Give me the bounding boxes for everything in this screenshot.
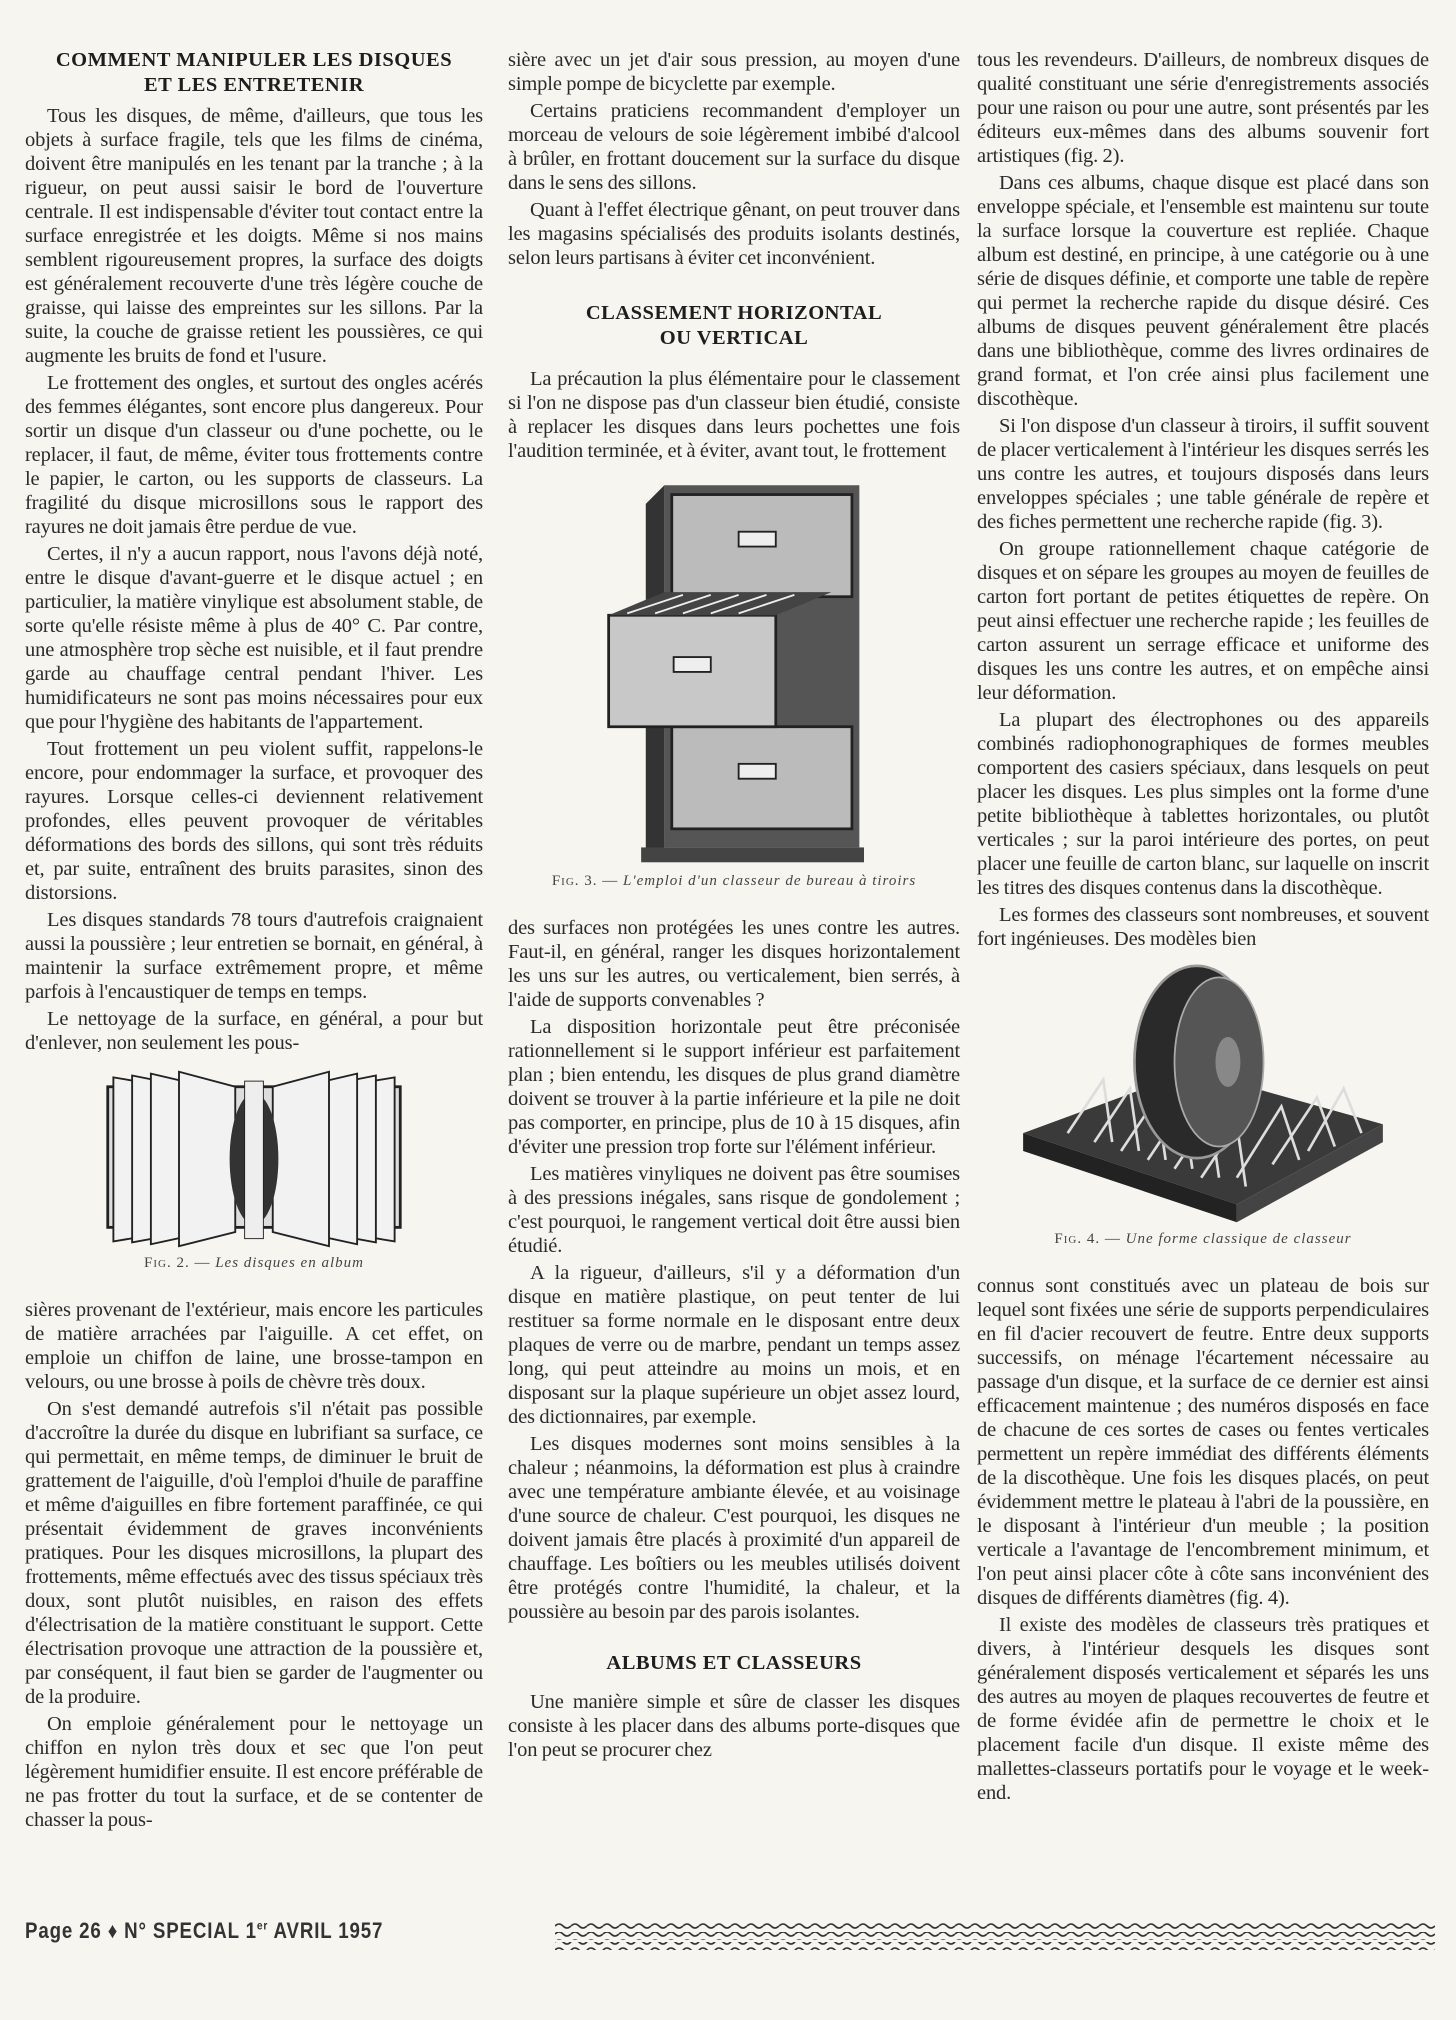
figure-4-record-rack-illustration: [1003, 964, 1403, 1224]
page-footer: Page 26 ♦ N° SPECIAL 1er AVRIL 1957: [25, 1918, 384, 1943]
paragraph: sières provenant de l'extérieur, mais encore les particules de matière arrachées par l'aiguille. A cet effet, on emploie un chiffon de laine, une brosse-tampon en velours, ou une brosse à poils de chèvre très doux.: [25, 1299, 483, 1393]
paragraph: Les matières vinyliques ne doivent pas être soumises à des pressions inégales, sans risque de gondolement ; c'est pourquoi, le rangement vertical doit être aussi bien étudié.: [508, 1163, 960, 1257]
issue-date: AVRIL 1957: [273, 1918, 384, 1943]
paragraph: Les formes des classeurs sont nombreuses, et souvent fort ingénieuses. Des modèles bien: [977, 904, 1429, 950]
paragraph: Le nettoyage de la surface, en général, a pour but d'enlever, non seulement les pous-: [25, 1008, 483, 1054]
paragraph: Une manière simple et sûre de classer les disques consiste à les placer dans des albums porte-disques que l'on peut se procurer chez: [508, 1691, 960, 1761]
paragraph: Certains praticiens recommandent d'employer un morceau de velours de soie légèrement imbibé d'alcool à brûler, en frottant doucement sur la surface du disque dans le sens des sillons.: [508, 100, 960, 194]
paragraph: La disposition horizontale peut être préconisée rationnellement si le support inférieur est parfaitement plan ; bien entendu, les disques de plus grand diamètre doivent se trouver à la partie inférieure et la pile ne doit pas comporter, en principe, plus de 10 à 15 disques, afin d'éviter une pression trop forte sur l'élément inférieur.: [508, 1016, 960, 1158]
paragraph: On groupe rationnellement chaque catégorie de disques et on sépare les groupes au moyen de feuilles de carton fort portant de petites étiquettes de repère. On peut ainsi effectuer une recherche rapide ; les feuilles de carton assurent un serrage efficace et uniforme des disques les uns contre les autres, et on empêche ainsi leur déformation.: [977, 538, 1429, 704]
diamond-icon: ♦: [107, 1918, 119, 1943]
column-3: [977, 48, 1429, 1808]
paragraph: Certes, il n'y a aucun rapport, nous l'avons déjà noté, entre le disque d'avant-guerre et le disque actuel ; en particulier, la matière vinylique est absolument stable, de sorte qu'elle résiste même à plus de 40° C. Par contre, une atmosphère trop sèche est nuisible, et il faut prendre garde au chauffage central pendant l'hiver. Les humidificateurs ne sont pas moins nécessaires pour eux que pour l'hygiène des habitants de l'appartement.: [25, 543, 483, 733]
issue-label: N° SPECIAL: [124, 1918, 240, 1943]
article-heading: COMMENT MANIPULER LES DISQUES ET LES ENTRETENIR: [55, 49, 453, 96]
paragraph: La précaution la plus élémentaire pour le classement si l'on ne dispose pas d'un classeur bien étudié, consiste à replacer les disques dans leurs pochettes une fois l'audition terminée, et à éviter, avant tout, le frottement: [508, 368, 960, 462]
section-heading-classement: CLASSEMENT HORIZONTAL OU VERTICAL: [585, 302, 883, 349]
paragraph: sière avec un jet d'air sous pression, au moyen d'une simple pompe de bicyclette par exemple.: [508, 49, 960, 95]
column-2: [508, 48, 960, 1765]
paragraph: Dans ces albums, chaque disque est placé dans son enveloppe spéciale, et l'ensemble est maintenu sur toute la surface lorsque la couverture est repliée. Chaque album est destiné, en principe, à une catégorie ou à une série de disques définie, et comporte une table de repère qui permet la recherche rapide du disque désiré. Ces albums de disques peuvent généralement être placés dans une bibliothèque, comme des livres ordinaires de grand format, et l'on crée ainsi plus facilement une discothèque.: [977, 172, 1429, 410]
paragraph: connus sont constitués avec un plateau de bois sur lequel sont fixées une série de supports perpendiculaires en fil d'acier recouvert de feutre. Entre deux supports successifs, on ménage l'écartement nécessaire au passage d'un disque, et la surface de ce dernier est ainsi efficacement maintenue ; des numéros disposés en face de chacune de ces sortes de cases ou fentes verticales permettent un repère immédiat des différents éléments de la discothèque. Une fois les disques placés, on peut évidemment mettre le plateau à l'abri de la poussière, en le disposant à l'intérieur d'un meuble ; la position verticale a l'avantage de l'encombrement minimum, et l'on peut ainsi placer côte à côte sans inconvénient des disques de différents diamètres (fig. 4).: [977, 1275, 1429, 1609]
paragraph: Si l'on dispose d'un classeur à tiroirs, il suffit souvent de placer verticalement à l'intérieur les disques serrés les uns contre les autres, et toujours disposés dans leurs enveloppes spéciales ; une table générale de repère et des fiches permettent une recherche rapide (fig. 3).: [977, 415, 1429, 533]
paragraph: tous les revendeurs. D'ailleurs, de nombreux disques de qualité constituant une série d'enregistrements associés pour une raison ou pour une autre, sont présentés par les éditeurs eux-mêmes dans des albums souvenir fort artistiques (fig. 2).: [977, 49, 1429, 167]
wavy-rule-decoration: [555, 1922, 1435, 1952]
issue-day: 1: [245, 1918, 257, 1943]
figure-2-album-illustration: [104, 1068, 404, 1248]
paragraph: Tout frottement un peu violent suffit, rappelons-le encore, pour endommager la surface, et provoquer des rayures. Lorsque celles-ci deviennent relativement profondes, elles peuvent provoquer de véritables déformations des bords des sillons, qui sont très réduits et, par suite, entraînent des bruits parasites, sinon des distorsions.: [25, 738, 483, 904]
paragraph: A la rigueur, d'ailleurs, s'il y a déformation d'un disque en matière plastique, on peut tenter de lui restituer sa forme normale en le disposant entre deux plaques de verre ou de marbre, pendant un temps assez long, qui peut atteindre au moins un mois, et en disposant sur la plaque supérieure un objet assez lourd, des dictionnaires, par exemple.: [508, 1262, 960, 1428]
paragraph: Le frottement des ongles, et surtout des ongles acérés des femmes élégantes, sont encore plus dangereux. Pour sortir un disque d'un classeur ou d'une pochette, ou le replacer, il faut, de même, éviter tous frottements contre le papier, le carton, ou les supports de classeurs. La fragilité du disque microsillons sous le rapport des rayures ne doit jamais être perdue de vue.: [25, 372, 483, 538]
figure-3-filing-cabinet-illustration: [589, 476, 879, 866]
column-1: [25, 48, 483, 1835]
paragraph: La plupart des électrophones ou des appareils combinés radiophonographiques de formes meubles comportent des casiers spéciaux, dans lesquels on peut placer les disques. Les plus simples ont la forme d'une petite bibliothèque à tablettes horizontales, ou plutôt verticales ; sur la paroi intérieure des portes, on peut placer une feuille de carton blanc, sur laquelle on inscrit les titres des disques contenus dans la discothèque.: [977, 709, 1429, 899]
figure-4-caption: Fig. 4. — Une forme classique de classeur: [1054, 1231, 1352, 1247]
paragraph: Il existe des modèles de classeurs très pratiques et divers, à l'intérieur desquels les disques sont généralement disposés verticalement et séparés les uns des autres au moyen de plaques recouvertes de feutre et de forme évidée afin de permettre le choix et le placement facile d'un disque. Il existe même des mallettes-classeurs portatifs pour le voyage et le week-end.: [977, 1614, 1429, 1804]
paragraph: Quant à l'effet électrique gênant, on peut trouver dans les magasins spécialisés des produits isolants destinés, selon leurs partisans à éviter cet inconvénient.: [508, 199, 960, 269]
page-number: Page 26: [25, 1918, 102, 1943]
paragraph: On s'est demandé autrefois s'il n'était pas possible d'accroître la durée du disque en lubrifiant sa surface, ce qui permettait, en même temps, de diminuer le bruit de grattement de l'aiguille, d'où l'emploi d'huile de paraffine et même d'aiguilles en fibre fortement paraffinée, ce qui présentait évidemment de graves inconvénients pratiques. Pour les disques microsillons, la plupart des frottements, même effectués avec des tissus spéciaux très doux, sont plutôt nuisibles, en raison des effets d'électrisation de la matière constituant le support. Cette électrisation provoque une attraction de la poussière et, par conséquent, il faut bien se garder de l'augmenter ou de la produire.: [25, 1398, 483, 1708]
section-heading-albums: ALBUMS ET CLASSEURS: [606, 1652, 862, 1674]
figure-3-caption: Fig. 3. — L'emploi d'un classeur de bureau à tiroirs: [551, 873, 917, 889]
paragraph: Tous les disques, de même, d'ailleurs, que tous les objets à surface fragile, tels que les films de cinéma, doivent être manipulés en les tenant par la tranche ; à la rigueur, on peut aussi saisir le bord de l'ouverture centrale. Il est indispensable d'éviter tout contact entre la surface enregistrée et les doigts. Même si nos mains semblent rigoureusement propres, la surface des doigts est généralement recouverte d'une très légère couche de graisse, qui laisse des empreintes sur les sillons. Par la suite, la couche de graisse retient les poussières, ce qui augmente les bruits de fond et l'usure.: [25, 105, 483, 367]
paragraph: Les disques standards 78 tours d'autrefois craignaient aussi la poussière ; leur entretien se bornait, en général, à maintenir la surface extrêmement propre, et même parfois à l'encaustiquer de temps en temps.: [25, 909, 483, 1003]
paragraph: des surfaces non protégées les unes contre les autres. Faut-il, en général, ranger les disques horizontalement les uns sur les autres, ou verticalement, bien serrés, à l'aide de supports convenables ?: [508, 917, 960, 1011]
figure-2-caption: Fig. 2. — Les disques en album: [144, 1255, 364, 1271]
paragraph: On emploie généralement pour le nettoyage un chiffon en nylon très doux et sec que l'on peut légèrement humidifier ensuite. Il est encore préférable de ne pas frotter du tout la surface, et de se contenter de chasser la pous-: [25, 1713, 483, 1831]
paragraph: Les disques modernes sont moins sensibles à la chaleur ; néanmoins, la déformation est plus à craindre avec une température ambiante élevée, et au voisinage d'une source de chaleur. C'est pourquoi, les disques ne doivent jamais être placés à proximité d'un appareil de chauffage. Les boîtiers ou les meubles utilisés doivent être protégés contre l'humidité, la chaleur, et la poussière au besoin par des parois isolantes.: [508, 1433, 960, 1623]
